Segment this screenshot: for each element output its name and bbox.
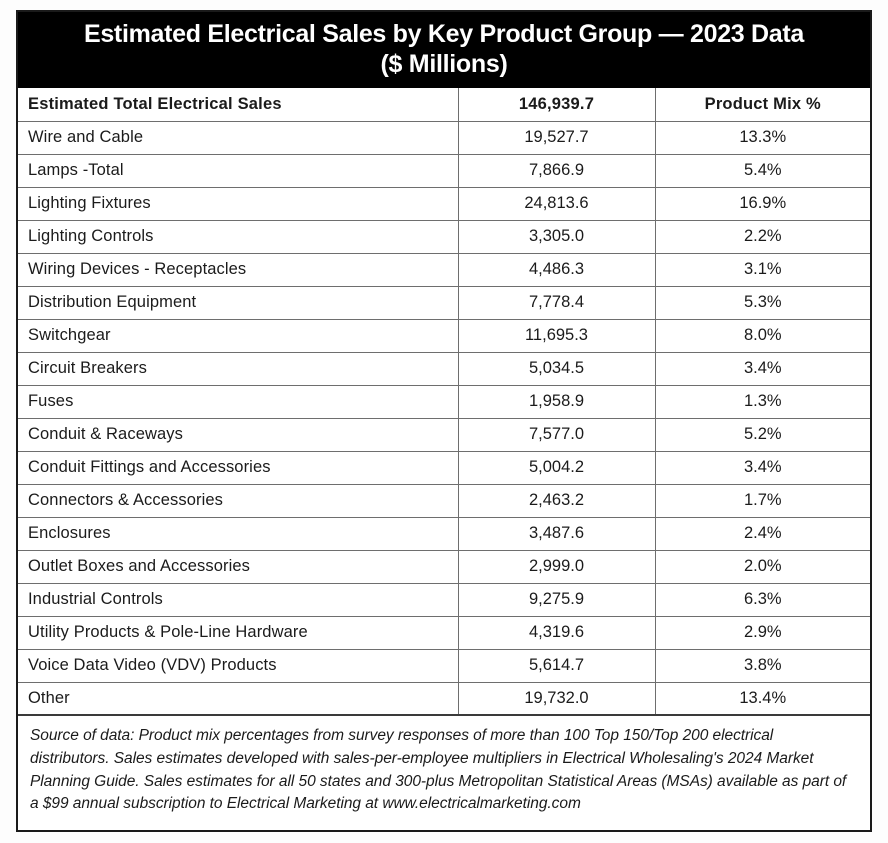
cell-product-group: Conduit Fittings and Accessories xyxy=(18,451,458,484)
table-row xyxy=(18,451,870,484)
source-footnote-text: Source of data: Product mix percentages from survey responses of more than 100 Top 150/Top 200 electrical distributors. Sales estimates developed with sales-per-employee multipliers in Electrical Wholesaling's 2024 Market Planning Guide. Sales estimates for all 50 states and 300-plus Metropolitan Statistical Areas (MSAs) available as part of a $99 annual subscription to Electrical Marketing at www.electricalmarketing.com xyxy=(30,727,847,813)
cell-product-mix-pct: 2.9% xyxy=(655,616,870,649)
cell-product-group: Switchgear xyxy=(18,319,458,352)
column-header-product-group: Estimated Total Electrical Sales xyxy=(18,88,458,121)
page-title-line-1: Estimated Electrical Sales by Key Product Group — 2023 Data xyxy=(83,20,805,48)
cell-product-mix-pct: 2.0% xyxy=(655,550,870,583)
cell-product-mix-pct: 1.3% xyxy=(655,385,870,418)
cell-product-mix-pct: 5.3% xyxy=(655,286,870,319)
source-footnote xyxy=(18,716,870,830)
cell-product-group: Connectors & Accessories xyxy=(18,484,458,517)
cell-product-mix-pct: 1.7% xyxy=(655,484,870,517)
cell-sales-value: 4,486.3 xyxy=(458,253,655,286)
table-header-row xyxy=(18,88,870,121)
table-row xyxy=(18,649,870,682)
cell-product-group: Distribution Equipment xyxy=(18,286,458,319)
cell-product-group: Lighting Fixtures xyxy=(18,187,458,220)
cell-product-mix-pct: 2.4% xyxy=(655,517,870,550)
cell-product-group: Voice Data Video (VDV) Products xyxy=(18,649,458,682)
cell-sales-value: 7,866.9 xyxy=(458,154,655,187)
cell-product-group: Industrial Controls xyxy=(18,583,458,616)
cell-sales-value: 3,305.0 xyxy=(458,220,655,253)
cell-sales-value: 1,958.9 xyxy=(458,385,655,418)
cell-sales-value: 24,813.6 xyxy=(458,187,655,220)
table-body xyxy=(18,121,870,715)
cell-product-mix-pct: 3.1% xyxy=(655,253,870,286)
cell-product-group: Wiring Devices - Receptacles xyxy=(18,253,458,286)
cell-product-group: Conduit & Raceways xyxy=(18,418,458,451)
cell-product-mix-pct: 8.0% xyxy=(655,319,870,352)
cell-sales-value: 2,463.2 xyxy=(458,484,655,517)
cell-sales-value: 4,319.6 xyxy=(458,616,655,649)
cell-product-mix-pct: 3.4% xyxy=(655,451,870,484)
cell-sales-value: 2,999.0 xyxy=(458,550,655,583)
cell-product-group: Circuit Breakers xyxy=(18,352,458,385)
table-row xyxy=(18,517,870,550)
table-row xyxy=(18,319,870,352)
total-sales-value: 146,939.7 xyxy=(458,88,655,121)
cell-product-group: Enclosures xyxy=(18,517,458,550)
cell-product-group: Lighting Controls xyxy=(18,220,458,253)
cell-product-group: Outlet Boxes and Accessories xyxy=(18,550,458,583)
table-title-banner xyxy=(18,12,870,88)
cell-sales-value: 7,577.0 xyxy=(458,418,655,451)
table-row xyxy=(18,187,870,220)
sales-table-container xyxy=(16,10,872,832)
cell-product-mix-pct: 5.2% xyxy=(655,418,870,451)
cell-product-mix-pct: 13.4% xyxy=(655,682,870,715)
cell-product-group: Lamps -Total xyxy=(18,154,458,187)
cell-sales-value: 3,487.6 xyxy=(458,517,655,550)
cell-product-mix-pct: 3.4% xyxy=(655,352,870,385)
cell-sales-value: 5,004.2 xyxy=(458,451,655,484)
table-row xyxy=(18,154,870,187)
table-row xyxy=(18,286,870,319)
table-row xyxy=(18,121,870,154)
cell-product-group: Other xyxy=(18,682,458,715)
table-row xyxy=(18,484,870,517)
cell-product-group: Wire and Cable xyxy=(18,121,458,154)
page-title-line-2: ($ Millions) xyxy=(380,50,508,78)
table-row xyxy=(18,682,870,715)
cell-product-mix-pct: 5.4% xyxy=(655,154,870,187)
table-row xyxy=(18,253,870,286)
cell-sales-value: 11,695.3 xyxy=(458,319,655,352)
column-header-product-mix: Product Mix % xyxy=(655,88,870,121)
cell-product-mix-pct: 6.3% xyxy=(655,583,870,616)
cell-sales-value: 19,732.0 xyxy=(458,682,655,715)
cell-product-mix-pct: 3.8% xyxy=(655,649,870,682)
table-row xyxy=(18,418,870,451)
cell-sales-value: 5,614.7 xyxy=(458,649,655,682)
table-row xyxy=(18,220,870,253)
table-row xyxy=(18,352,870,385)
table-row xyxy=(18,550,870,583)
table-row xyxy=(18,583,870,616)
table-row xyxy=(18,616,870,649)
cell-product-mix-pct: 13.3% xyxy=(655,121,870,154)
electrical-sales-table xyxy=(18,88,870,716)
cell-product-group: Fuses xyxy=(18,385,458,418)
cell-sales-value: 9,275.9 xyxy=(458,583,655,616)
cell-product-mix-pct: 16.9% xyxy=(655,187,870,220)
cell-product-mix-pct: 2.2% xyxy=(655,220,870,253)
cell-sales-value: 7,778.4 xyxy=(458,286,655,319)
cell-sales-value: 5,034.5 xyxy=(458,352,655,385)
cell-sales-value: 19,527.7 xyxy=(458,121,655,154)
table-row xyxy=(18,385,870,418)
cell-product-group: Utility Products & Pole-Line Hardware xyxy=(18,616,458,649)
